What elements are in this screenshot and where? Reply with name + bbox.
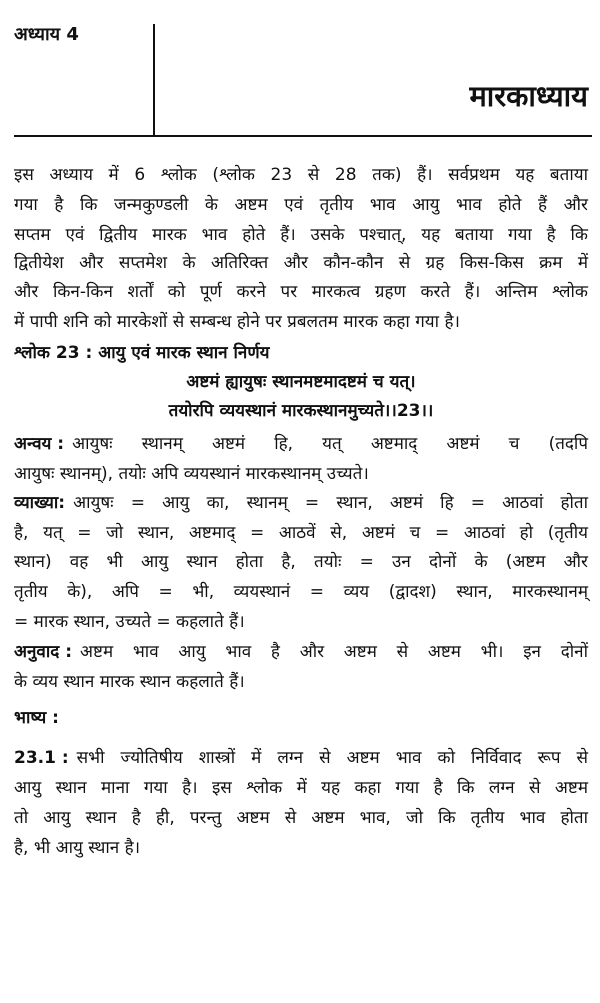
verse-line: अष्टमं ह्यायुषः स्थानमष्टमादष्टमं च यत्। xyxy=(186,372,416,392)
anuvad-line xyxy=(14,639,588,665)
intro-line: द्वितीयेश और सप्तमेश के अतिरिक्त और कौन-कौन से ग्रह किस-किस क्रम में xyxy=(14,253,588,273)
vyakhya-line: = मारक स्थान, उच्यते = कहलाते हैं। xyxy=(14,612,245,632)
vyakhya-text: आयुषः = आयु का, स्थानम् = स्थान, अष्टमं हि = आठवां होता xyxy=(73,493,588,513)
vyakhya-line: स्थान) वह भी आयु स्थान होता है, तयोः = उन दोनों के (अष्टम और xyxy=(14,552,588,572)
para-23-1-label: 23.1 : xyxy=(14,748,69,768)
anvay-label: अन्वय : xyxy=(14,434,65,454)
para-23-1-line: तो आयु स्थान है ही, परन्तु अष्टम से अष्टम भाव, जो कि तृतीय भाव होता xyxy=(14,808,588,828)
bhashya-heading: भाष्य : xyxy=(14,708,59,728)
para-23-1-text: सभी ज्योतिषीय शास्त्रों में लग्न से अष्टम भाव को निर्विवाद रूप से xyxy=(76,748,588,768)
anvay-line xyxy=(14,431,588,457)
para-23-1-line xyxy=(14,745,588,771)
intro-line: इस अध्याय में 6 श्लोक (श्लोक 23 से 28 तक) हैं। सर्वप्रथम यह बताया xyxy=(14,165,588,185)
vyakhya-line: है, यत् = जो स्थान, अष्टमाद् = आठवें से, अष्टमं च = आठवां हो (तृतीय xyxy=(14,523,588,543)
anuvad-text: अष्टम भाव आयु भाव है और अष्टम से अष्टम भी। इन दोनों xyxy=(80,642,588,662)
anvay-text: आयुषः स्थानम् अष्टमं हि, यत् अष्टमाद् अष्टमं च (तदपि xyxy=(72,434,588,454)
chapter-number: अध्याय 4 xyxy=(14,24,79,45)
vyakhya-label: व्याख्या: xyxy=(14,493,66,513)
para-23-1-line: है, भी आयु स्थान है। xyxy=(14,838,141,858)
intro-line: और किन-किन शर्तों को पूर्ण करने पर मारकत्व ग्रहण करते हैं। अन्तिम श्लोक xyxy=(14,282,588,302)
anvay-line: आयुषः स्थानम्), तयोः अपि व्ययस्थानं मारकस्थानम् उच्यते। xyxy=(14,464,369,484)
vyakhya-line: तृतीय के), अपि = भी, व्ययस्थानं = व्यय (द्वादश) स्थान, मारकस्थानम् xyxy=(14,582,588,602)
para-23-1-line: आयु स्थान माना गया है। इस श्लोक में यह कहा गया है कि लग्न से अष्टम xyxy=(14,778,588,798)
intro-line: में पापी शनि को मारकेशों से सम्बन्ध होने पर प्रबलतम मारक कहा गया है। xyxy=(14,312,460,332)
anuvad-label: अनुवाद : xyxy=(14,642,73,662)
shloka-heading: श्लोक 23 : आयु एवं मारक स्थान निर्णय xyxy=(14,343,270,363)
intro-line: गया है कि जन्मकुण्डली के अष्टम एवं तृतीय भाव आयु भाव होते हैं और xyxy=(14,195,588,215)
verse-line: तयोरपि व्ययस्थानं मारकस्थानमुच्यते।।23।। xyxy=(168,401,434,421)
header-divider-vertical xyxy=(153,24,155,136)
chapter-title: मारकाध्याय xyxy=(469,79,588,113)
anuvad-line: के व्यय स्थान मारक स्थान कहलाते हैं। xyxy=(14,672,245,692)
header-divider-horizontal xyxy=(14,135,592,137)
vyakhya-line xyxy=(14,490,588,516)
intro-line: सप्तम एवं द्वितीय मारक भाव होते हैं। उसके पश्चात्, यह बताया गया है कि xyxy=(14,225,588,245)
